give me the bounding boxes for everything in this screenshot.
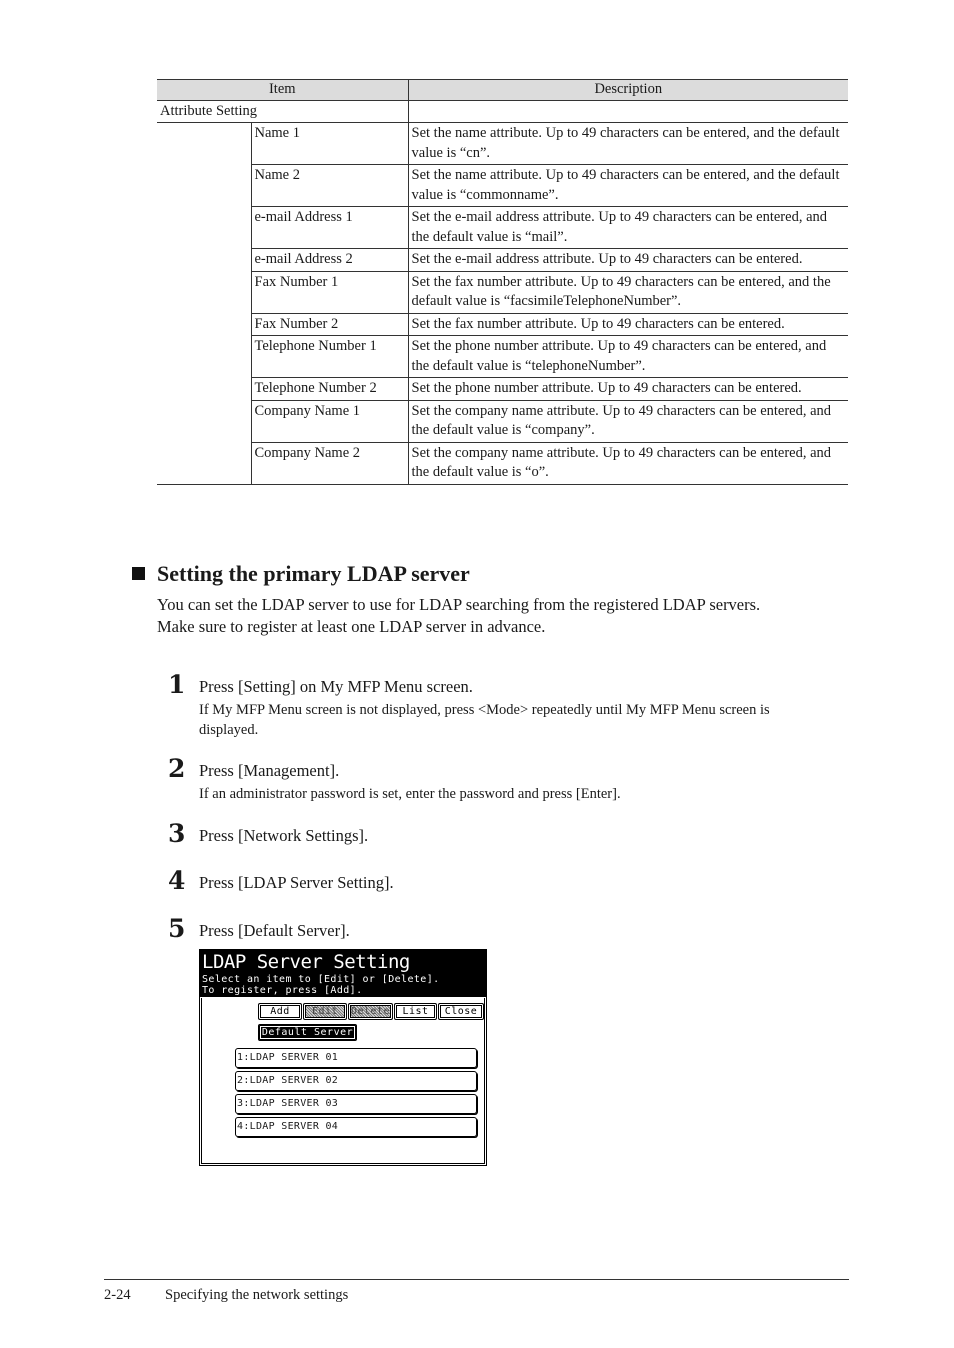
list-button[interactable]: List [394,1003,437,1020]
step-number: 1 [168,670,186,699]
step-1 [168,670,848,740]
row-name: Telephone Number 1 [251,336,408,378]
row-name: Name 2 [251,165,408,207]
table-row [157,165,848,207]
lcd-header [200,950,486,997]
intro-paragraph: Make sure to register at least one LDAP server in advance. [157,616,546,636]
row-description: Set the phone number attribute. Up to 49 characters can be entered. [408,378,848,401]
default-server-button[interactable]: Default Server [258,1024,357,1041]
lcd-message: To register, press [Add]. [202,985,363,996]
lcd-body [201,998,485,1164]
step-number: 2 [168,754,186,783]
row-description: Set the name attribute. Up to 49 characters can be entered, and the default value is “cn”. [408,123,848,165]
step-text: Press [Network Settings]. [199,826,369,845]
ldap-server-list-item[interactable]: 1:LDAP SERVER 01 [235,1048,477,1068]
step-text: Press [Management]. [199,761,340,780]
row-name: Fax Number 2 [251,313,408,336]
delete-button[interactable]: Delete [348,1003,393,1020]
row-description: Set the name attribute. Up to 49 characters can be entered, and the default value is “commonname”. [408,165,848,207]
table-row [157,207,848,249]
row-description: Set the phone number attribute. Up to 49 characters can be entered, and the default value is “telephoneNumber”. [408,336,848,378]
group-description-blank [408,100,848,123]
ldap-server-list-item[interactable]: 3:LDAP SERVER 03 [235,1094,477,1114]
row-name: e-mail Address 2 [251,249,408,272]
step-3 [168,819,848,848]
table-row [157,123,848,165]
row-description: Set the company name attribute. Up to 49 characters can be entered, and the default value is “o”. [408,442,848,484]
step-note: If My MFP Menu screen is not displayed, press <Mode> repeatedly until My MFP Menu screen is displayed. [199,702,770,738]
square-bullet-icon [132,567,145,580]
table-row [157,442,848,484]
table-row [157,271,848,313]
lcd-title: LDAP Server Setting [202,951,410,973]
ldap-server-list-item[interactable]: 2:LDAP SERVER 02 [235,1071,477,1091]
header-description: Description [408,80,848,101]
intro-paragraph: You can set the LDAP server to use for LDAP searching from the registered LDAP servers. [157,595,761,614]
row-description: Set the e-mail address attribute. Up to 49 characters can be entered, and the default value is “mail”. [408,207,848,249]
row-name: Fax Number 1 [251,271,408,313]
step-note: If an administrator password is set, enter the password and press [Enter]. [199,786,621,802]
table-header-row [157,80,848,101]
attribute-table [157,79,848,485]
step-number: 5 [168,914,186,943]
row-description: Set the e-mail address attribute. Up to 49 characters can be entered. [408,249,848,272]
row-name: Telephone Number 2 [251,378,408,401]
close-button[interactable]: Close [438,1003,484,1020]
page-number: 2-24 [104,1287,131,1303]
table-row [157,400,848,442]
ldap-server-list-item[interactable]: 4:LDAP SERVER 04 [235,1117,477,1137]
row-description: Set the fax number attribute. Up to 49 characters can be entered. [408,313,848,336]
footer-chapter-title: Specifying the network settings [165,1287,349,1303]
table-row [157,378,848,401]
header-item: Item [157,80,408,101]
group-row [157,100,848,123]
step-text: Press [LDAP Server Setting]. [199,873,394,892]
footer-divider [104,1279,849,1280]
row-description: Set the fax number attribute. Up to 49 characters can be entered, and the default value is “facsimileTelephoneNumber”. [408,271,848,313]
table-row [157,336,848,378]
row-name: Company Name 1 [251,400,408,442]
ldap-server-setting-screen [199,949,487,1166]
section-heading-text: Setting the primary LDAP server [157,561,470,586]
step-4 [168,866,848,895]
intro-text [157,594,837,637]
lcd-message: Select an item to [Edit] or [Delete]. [202,974,440,985]
step-text: Press [Setting] on My MFP Menu screen. [199,677,473,696]
step-2 [168,754,848,805]
row-name: Name 1 [251,123,408,165]
section-heading [132,560,470,588]
group-label: Attribute Setting [157,100,408,123]
add-button[interactable]: Add [258,1003,302,1020]
step-number: 4 [168,866,186,895]
step-number: 3 [168,819,186,848]
row-description: Set the company name attribute. Up to 49 characters can be entered, and the default value is “company”. [408,400,848,442]
step-text: Press [Default Server]. [199,921,350,940]
step-5 [168,914,848,943]
table-row [157,313,848,336]
table-row [157,249,848,272]
row-name: e-mail Address 1 [251,207,408,249]
row-name: Company Name 2 [251,442,408,484]
edit-button[interactable]: Edit [303,1003,347,1020]
